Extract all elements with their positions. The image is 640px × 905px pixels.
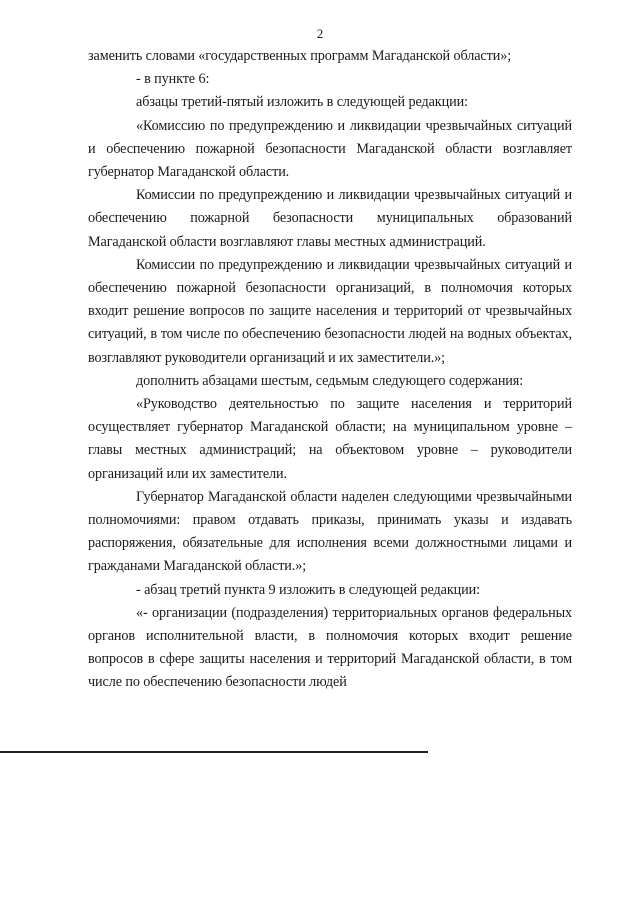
document-paragraph: Губернатор Магаданской области наделен следующими чрезвычайными полномочиями: правом отдавать приказы, принимать указы и издавать распоряжения, обязательные для исполнения всеми должностными лицами и гражданами Магаданской области.»; <box>88 488 572 575</box>
document-paragraph: - в пункте 6: <box>136 71 210 88</box>
document-paragraph: заменить словами «государственных программ Магаданской области»; <box>88 48 512 64</box>
document-paragraph: «Комиссию по предупреждению и ликвидации чрезвычайных ситуаций и обеспечению пожарной безопасности Магаданской области возглавляет губернатор Магаданской области. <box>88 117 572 181</box>
page-number: 2 <box>316 26 324 41</box>
footnote-separator-line <box>0 751 428 753</box>
document-paragraph: «- организации (подразделения) территориальных органов федеральных органов исполнительной власти, в полномочия которых входит решение вопросов в сфере защиты населения и территорий Магаданской области, в том числе по обеспечению безопасности людей <box>88 604 572 691</box>
document-paragraph: - абзац третий пункта 9 изложить в следующей редакции: <box>136 581 480 598</box>
document-paragraph: «Руководство деятельностью по защите населения и территорий осуществляет губернатор Магаданской области; на муниципальном уровне – главы местных администраций; на объектовом уровне – руководители организаций или их заместители. <box>88 396 572 482</box>
document-paragraph: Комиссии по предупреждению и ликвидации чрезвычайных ситуаций и обеспечению пожарной безопасности организаций, в полномочия которых входит решение вопросов по защите населения и территорий от чрезвычайных ситуаций, в том числе по обеспечению безопасности людей на водных объектах, возглавляют руководители организаций и их заместители.»; <box>88 256 572 366</box>
document-paragraph: дополнить абзацами шестым, седьмым следующего содержания: <box>136 372 524 389</box>
document-paragraph: Комиссии по предупреждению и ликвидации чрезвычайных ситуаций и обеспечению пожарной безопасности муниципальных образований Магаданской области возглавляют главы местных администраций. <box>88 187 572 250</box>
document-body <box>88 45 572 695</box>
document-paragraph: абзацы третий-пятый изложить в следующей редакции: <box>136 94 468 111</box>
